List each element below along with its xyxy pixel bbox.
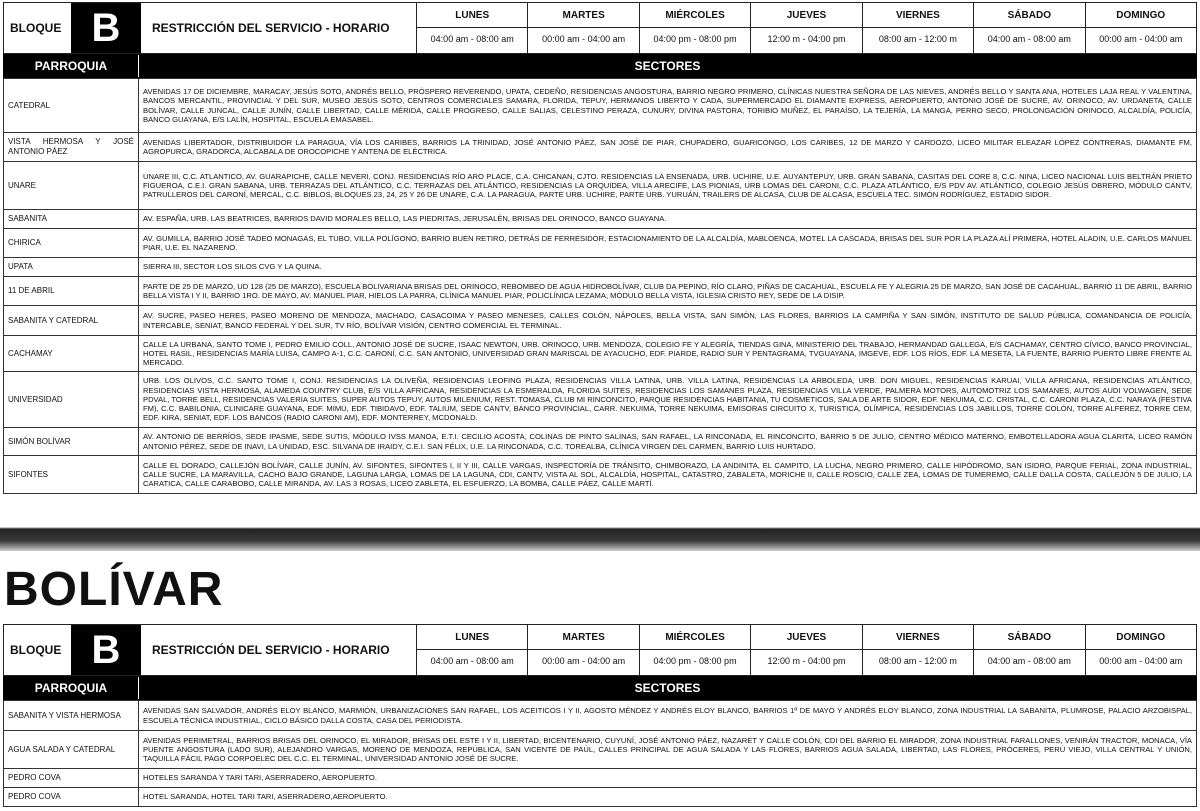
schedule-header xyxy=(3,2,1197,54)
day-column xyxy=(750,625,861,675)
table-row xyxy=(4,229,1197,258)
day-name: LUNES xyxy=(455,632,490,643)
page-separator xyxy=(0,521,1200,551)
day-time: 08:00 am - 12:00 m xyxy=(878,34,957,44)
sectores-cell: HOTEL SARANDA, HOTEL TARI TARI, ASERRADERO,AEROPUERTO. xyxy=(139,788,1197,807)
day-column xyxy=(750,3,861,53)
parroquia-cell: CHIRICA xyxy=(4,229,139,258)
bloque-label: BLOQUE xyxy=(10,21,62,35)
parroquia-cell: SABANITA Y CATEDRAL xyxy=(4,306,139,336)
table-row xyxy=(4,372,1197,428)
days-grid xyxy=(416,625,1196,675)
table-row xyxy=(4,336,1197,372)
parroquia-column-header: PARROQUIA xyxy=(34,59,108,73)
table-row xyxy=(4,277,1197,306)
schedule-block-2 xyxy=(3,624,1197,807)
day-name: SÁBADO xyxy=(1007,632,1051,643)
sectores-cell: AV. ESPAÑA, URB. LAS BEATRICES, BARRIOS DAVID MORALES BELLO, LAS PIEDRITAS, JERUSALÉN, BRISAS DEL ORINOCO, BANCO GUAYANA. xyxy=(139,210,1197,229)
sectores-cell: CALLE EL DORADO, CALLEJÓN BOLÍVAR, CALLE JUNÍN, AV. SIFONTES, SIFONTES I, II Y III, CALLE VARGAS, INSPECTORÍA DE TRÁNSITO, CHIMBORAZO, LA ANDINITA, EL CAMPITO, LA LUCHA, NEGRO PRIMERO, CALLE HIPÓDROMO, SAN ISIDRO, PARQUE FERIAL, ZONA INDUSTRIAL, CALLE SUCRE, LA MARAVILLA, CACHO BAJO GRANDE, LAGUNA LARGA, LOMAS DE LA LAGUNA, CDI, CANTV, VISTA AL SOL, ALCALDÍA, HOSPITAL, CATASTRO, ZABALETA, MORICHE II, CALLE ROSCIO, CALLE ZEA, LOMAS DE TUMEREMO, CALLE DALLA COSTA, CALLEJÓN 5 DE JULIO, LA CARATICA, CALLE CARABOBO, CALLE MIRANDA, AV. LAS 3 ROSAS, LICEO ZABLETA, EL ESFUERZO, LA BOMBA, CALLE PÁEZ, CALLE MARTÍ. xyxy=(139,456,1197,494)
day-time: 04:00 am - 08:00 am xyxy=(987,34,1071,44)
sectors-table xyxy=(3,700,1197,807)
sectores-cell: URB. LOS OLIVOS, C.C. SANTO TOME I, CONJ. RESIDENCIAS LA OLIVEÑA, RESIDENCIAS LEOFING PLAZA, RESIDENCIAS VILLA LATINA, URB. VILLA LATINA, RESIDENCIAS LA ARBOLEDA, URB. DON MIGUEL, RESIDENCIAS KARUAI, VILLA AFRICANA, RESIDENCIAS ATLÁNTICO, RESIDENCIAS VISTA HERMOSA, ALAMEDA COUNTRY CLUB, E/S VILLA AFRICANA, RESIDENCIAS LA ESMERALDA, FLORIDA SUITES, RESIDENCIAS LOS SAMANES PLAZA, RESIDENCIAS VILLA VERDE, PALMERA MOTORS, AUTOMOTRIZ LOS SAMANES, AUTOS AUDI VOLWAGEN, SEDE PDVAL, TORRE BELL, RESIDENCIAS VALERIA SUITES, SUPER AUTOS TEPUY, AUTOS MILENIUM, REST. TOMASA, CLUB MI RINCONCITO, PARQUE RESIDENCIAS HABITANIA, TU COSMETICOS, SALA DE ARTE SIDOR, EDF. NEKUIMA, C.C. CRISTAL, C.C. CARONI PLAZA, C.C. NARAYA (FESTIVA FM), C.C. BABILONIA, CLINICARE GUAYANA, EDF. MIMU, EDF. TIBIDAVO, EDF. TALIUM, SEDE CANTV, BANCO PROVINCIAL, CARR. NEKUIMA, TORRE NEKUIMA, EMISORAS CIRCUITO X, TURISTICA, OLÍMPICA, RESIDENCIAS LOS JABILLOS, TORRE COLÓN, TORRE ALFEREZ, TORRE CEM, EDF. KIRA, SENIAT, EDF. LOS BANCOS (RADIO CARONI AM), EDF. MONTERREY, MCDONALD. xyxy=(139,372,1197,428)
day-column xyxy=(973,625,1084,675)
day-name: DOMINGO xyxy=(1116,10,1166,21)
sectores-column-header: SECTORES xyxy=(138,55,1196,77)
day-name: MIÉRCOLES xyxy=(665,10,725,21)
table-row xyxy=(4,731,1197,769)
column-titles xyxy=(3,54,1197,78)
parroquia-cell: CATEDRAL xyxy=(4,79,139,133)
sectores-cell: AVENIDAS 17 DE DICIEMBRE, MARACAY, JESÚS SOTO, ANDRÉS BELLO, PRÓSPERO REVERENDO, UPATA, CEDEÑO, RESIDENCIAS ANGOSTURA, BARRIO NEGRO PRIMERO, CLÍNICAS NUESTRA SEÑORA DE LAS NIEVES, ANDRÉS BELLO Y SANTA ANA, HOTELES LAJA REAL Y VALENTINA, BANCOS MERCANTIL, PROVINCIAL Y DEL SUR, MUSEO JESÚS SOTO, CENTROS COMERCIALES SAMARA, FLORIDA, TEPUY, HERMANOS LIBERTO Y CADA, SUPERMERCADO EL DIAMANTE EXPRESS, AEROPUERTO, ANTONIO JOSÉ DE SUCRE, AV. ORINOCO, AV. URDANETA, CALLE BOLÍVAR, CALLE JUNCAL, CALLE JUNÍN, CALLE LIBERTAD, CALLE MÉRIDA, CALLE PROGRESO, CALLE SALIAS, CELESTINO PERAZA, CUNURY, DIVINA PASTORA, TORIBIO MUÑEZ, EL PARAÍSO, LA TEJERÍA, LA MANGA, PERRO SECO, PROLONGACIÓN ORINOCO, ALCALDÍA, POLICÍA, BANCO GUAYANA, E/S LALÍN, HOSPITAL, ESCUELA EMASABEL. xyxy=(139,79,1197,133)
parroquia-cell: PEDRO COVA xyxy=(4,788,139,807)
sectores-cell: AVENIDAS PERIMETRAL, BARRIOS BRISAS DEL ORINOCO, EL MIRADOR, BRISAS DEL ESTE I Y II, LIBERTAD, BICENTENARIO, CUYUNÍ, JOSÉ ANTONIO PÁEZ, NAZARET Y CALLE COLÓN, CDI DEL BARRIO EL MIRADOR, ZONA INDUSTRIAL FARALLONES, VENIRÁN TRACTOR, MONACA, VÍA PUENTE ANGOSTURA (LADO SUR), ALEJANDRO VARGAS, MORENO DE MENDOZA, REPÚBLICA, SAN VICENTE DE PAÚL, CALLES PRINCIPAL DE AGUA SALADA Y LAS FLORES, BARRIOS AGUA SALADA, LIBERTAD, LAS FLORES, PRÓCERES, PERÚ VIEJO, VILLA CENTRAL Y UNIÓN, TAQUILLA FÁCIL PAGO CORPOELEC DEL C.C. EL TERMINAL, UNIVERSIDAD ANTONIO JOSÉ DE SUCRE. xyxy=(139,731,1197,769)
day-column xyxy=(527,625,638,675)
parroquia-column-header: PARROQUIA xyxy=(34,681,108,695)
parroquia-cell: SABANITA Y VISTA HERMOSA xyxy=(4,701,139,731)
table-row xyxy=(4,306,1197,336)
bloque-letter-badge: B xyxy=(71,625,141,675)
parroquia-cell: UNARE xyxy=(4,162,139,210)
sectores-cell: CALLE LA URBANA, SANTO TOME I, PEDRO EMILIO COLL, ANTONIO JOSÉ DE SUCRE, ISAAC NEWTON, URB. ORINOCO, URB. MENDOZA, COLEGIO FE Y ALEGRÍA, TIENDAS GINA, MINISTERIO DEL TRABAJO, HERMANDAD GALLEGA, E/S CACHAMAY, CENTRO CÍVICO, BANCO PROVINCIAL, HOTEL RASIL, RESIDENCIAS MARÍA LUISA, CAMPO A-1, C.C. CARONÍ, C.C. SAN ANTONIO, UNIVERSIDAD GRAN MARISCAL DE AYACUCHO, EDF. PIARDE, RADIO SUR Y PENTAGRAMA, TVGUAYANA, IMGEVE, EDF. LOS RÍOS, EDF. LA MESETA, LA FUENTE, BARRIO PUERTO LIBRE FRENTE AL MERCADO. xyxy=(139,336,1197,372)
table-row xyxy=(4,701,1197,731)
parroquia-cell: AGUA SALADA Y CATEDRAL xyxy=(4,731,139,769)
day-time: 00:00 am - 04:00 am xyxy=(1099,656,1183,666)
table-row xyxy=(4,769,1197,788)
day-column xyxy=(416,625,527,675)
parroquia-cell: 11 DE ABRIL xyxy=(4,277,139,306)
day-name: SÁBADO xyxy=(1007,10,1051,21)
table-row xyxy=(4,456,1197,494)
sectores-cell: AVENIDAS LIBERTADOR, DISTRIBUIDOR LA PARAGUA, VÍA LOS CARIBES, BARRIOS LA TRINIDAD, JOSÉ ANTONIO PÁEZ, SAN JOSÉ DE PIAR, CHUPADERO, GUARICONGO, LOS CARIBES, 12 DE MARZO Y CARDOZO, LICEO MILITAR ELEAZAR LÓPEZ CONTRERAS, DIAMANTE FM, AGROPURCA, GRADORCA, ALCABALA DE OROCOPICHE Y ANTENA DE ELÉCTRICA. xyxy=(139,133,1197,162)
parroquia-cell: CACHAMAY xyxy=(4,336,139,372)
day-column xyxy=(639,625,750,675)
day-time: 04:00 am - 08:00 am xyxy=(430,34,514,44)
sectores-cell: PARTE DE 25 DE MARZO, UD 128 (25 DE MARZO), ESCUELA BOLIVARIANA BRISAS DEL ORINOCO, REBOMBEO DE AGUA HIDROBOLÍVAR, CLUB DA PEPINO, RÍO CLARO, PIÑAS DE CACAHUAL, ESCUELA FE Y ALEGRIA 25 DE MARZO, SAN JOSÉ DE CACAHUAL, BARRIO 11 DE ABRIL, BARRIO BELLA VISTA I Y II, BARRIO 1RO. DE MAYO, AV. MANUEL PIAR, HIELOS LA PARRA, CLÍNICA MANUEL PIAR, POLICLÍNICA LEZAMA, MÓDULO BELLA VISTA, IGLESIA CRISTO REY, SEDE DE LA DISIP. xyxy=(139,277,1197,306)
day-time: 00:00 am - 04:00 am xyxy=(542,34,626,44)
day-name: LUNES xyxy=(455,10,490,21)
table-row xyxy=(4,428,1197,456)
day-column xyxy=(1085,625,1196,675)
table-row xyxy=(4,162,1197,210)
bloque-label: BLOQUE xyxy=(10,643,62,657)
column-titles xyxy=(3,676,1197,700)
day-column xyxy=(1085,3,1196,53)
day-column xyxy=(862,3,973,53)
day-name: VIERNES xyxy=(895,632,940,643)
schedule-header xyxy=(3,624,1197,676)
day-time: 04:00 am - 08:00 am xyxy=(430,656,514,666)
state-title: BOLÍVAR xyxy=(4,563,224,616)
bloque-letter-badge: B xyxy=(71,3,141,53)
day-name: JUEVES xyxy=(786,632,827,643)
days-grid xyxy=(416,3,1196,53)
day-time: 00:00 am - 04:00 am xyxy=(542,656,626,666)
sectores-cell: AV. SUCRE, PASEO HERES, PASEO MORENO DE MENDOZA, MACHADO, CASACOIMA Y PASEO MENESES, CALLES COLÓN, NÁPOLES, BELLA VISTA, SAN SIMÓN, LAS FLORES, BARRIOS LA CAMPIÑA Y SAN SIMÓN, INSTITUTO DE SALUD PÚBLICA, COMANDANCIA DE POLICÍA, INTERCABLE, SENIAT, BANCO FEDERAL Y DEL SUR, TV RÍO, BOLÍVAR VISIÓN, CENTRO COMERCIAL EL TERMINAL. xyxy=(139,306,1197,336)
day-column xyxy=(862,625,973,675)
parroquia-cell: VISTA HERMOSA Y JOSÉ ANTONIO PÁEZ xyxy=(4,133,139,162)
day-time: 08:00 am - 12:00 m xyxy=(878,656,957,666)
day-name: MIÉRCOLES xyxy=(665,632,725,643)
day-name: MARTES xyxy=(562,10,605,21)
day-name: DOMINGO xyxy=(1116,632,1166,643)
day-column xyxy=(973,3,1084,53)
sectores-cell: UNARE III, C.C. ATLANTICO, AV. GUARAPICHE, CALLE NEVERI, CONJ. RESIDENCIAS RÍO ARO PLACE, C.A. CHICANAN, CJTO. RESIDENCIAS LA ENSENADA, URB. UCHIRE, U.E. AUYANTEPUY, URB. GRAN SABANA, CASITAS DEL CORE 8, C.C. NINA, LICEO NACIONAL LUIS BELTRÁN PRIETO FIGUEROA, C.E.I. GRAN SABANA, URB. TERRAZAS DEL ATLÁNTICO, C.C. TERRAZAS DEL ATLÁNTICO, RESIDENCIAS LA ORQUIDEA, VILLA ARECIFE, LAS PIONIAS, URB LOMAS DEL CARONI, C.C. PLAZA ATLÁNTICO, E/S PDV AV. ATLÁNTICO, COLEGIO JESÚS OBRERO, MÓDULO CANTV, PATRULLEROS DEL CARONÍ, MERCAL, C.C. BIBLOS, BLOQUES 23, 24, 25 Y 26 DE UNARE, C.A. LA PARAGUA, PARTE URB. UCHIRE, PARTE URB. YURUÁN, TRAILERS DE ALCASA, CLUB DE ALCASA, ESCUELA TEC. SIMÓN RODRÍGUEZ, ESTADIO SIDOR. xyxy=(139,162,1197,210)
parroquia-cell: UPATA xyxy=(4,258,139,277)
schedule-block-1 xyxy=(3,2,1197,494)
table-row xyxy=(4,79,1197,133)
parroquia-cell: PEDRO COVA xyxy=(4,769,139,788)
day-time: 04:00 pm - 08:00 pm xyxy=(653,656,737,666)
parroquia-cell: UNIVERSIDAD xyxy=(4,372,139,428)
sectores-cell: AV. GUMILLA, BARRIO JOSÉ TADEO MONAGAS, EL TUBO, VILLA POLÍGONO, BARRIO BUEN RETIRO, DETRÁS DE FERRESIDOR, ESTACIONAMIENTO DE LA ALCALDÍA, MABLOENCA, MOTEL LA CASCADA, BRISAS DEL SUR POR LA PLAZA ALÍ PRIMERA, HOTEL ALADIN, U.E. CARLOS MANUEL PIAR, U.E. EL NAZARENO. xyxy=(139,229,1197,258)
sectores-cell: SIERRA III, SECTOR LOS SILOS CVG Y LA QUINA. xyxy=(139,258,1197,277)
restriction-label: RESTRICCIÓN DEL SERVICIO - HORARIO xyxy=(152,643,390,657)
sectors-table xyxy=(3,78,1197,494)
day-name: MARTES xyxy=(562,632,605,643)
sectores-column-header: SECTORES xyxy=(138,677,1196,699)
parroquia-cell: SIFONTES xyxy=(4,456,139,494)
parroquia-cell: SIMÓN BOLÍVAR xyxy=(4,428,139,456)
day-name: JUEVES xyxy=(786,10,827,21)
day-column xyxy=(527,3,638,53)
day-time: 12:00 m - 04:00 pm xyxy=(767,656,846,666)
day-time: 12:00 m - 04:00 pm xyxy=(767,34,846,44)
day-name: VIERNES xyxy=(895,10,940,21)
parroquia-cell: SABANITA xyxy=(4,210,139,229)
sectores-cell: HOTELES SARANDA Y TARI TARI, ASERRADERO, AEROPUERTO. xyxy=(139,769,1197,788)
table-row xyxy=(4,258,1197,277)
table-row xyxy=(4,210,1197,229)
day-time: 04:00 pm - 08:00 pm xyxy=(653,34,737,44)
day-time: 00:00 am - 04:00 am xyxy=(1099,34,1183,44)
table-row xyxy=(4,133,1197,162)
table-row xyxy=(4,788,1197,807)
sectores-cell: AV. ANTONIO DE BERRÍOS, SEDE IPASME, SEDE SUTIS, MÓDULO IVSS MANOA, E.T.I. CECILIO ACOSTA, COLINAS DE PINTO SALINAS, SAN RAFAEL, LA RINCONADA, EL RINCONCITO, BARRIO 5 DE JULIO, CENTRO MÉDICO MATERNO, EMBOTELLADORA AGUA CLARITA, LICEO RAMÓN ANTONIO PÉREZ, SEDE DE INAVI, LA UNIDAD, ESC. SILVANA DE IRAIDY, C.E.I. SAN FÉLIX, U.E. LA RINCONADA, C.C. TOREALBA, CLÍNICA VIRGEN DEL CARMEN, BARRIO LUIS HURTADO. xyxy=(139,428,1197,456)
day-column xyxy=(639,3,750,53)
sectores-cell: AVENIDAS SAN SALVADOR, ANDRÉS ELOY BLANCO, MARMIÓN, URBANIZACIONES SAN RAFAEL, LOS ACEITICOS I Y II, AGOSTO MÉNDEZ Y ANDRÉS ELOY BLANCO, BARRIOS 1º DE MAYO Y ANDRÉS ELOY BLANCO, ZONA INDUSTRIAL LA SABANITA, PLUMROSE, PALACIO ARZOBISPAL, ESCUELA TÉCNICA INDUSTRIAL, CICLO BÁSICO DALLA COSTA, CASA DEL PERIODISTA. xyxy=(139,701,1197,731)
day-time: 04:00 am - 08:00 am xyxy=(987,656,1071,666)
day-column xyxy=(416,3,527,53)
restriction-label: RESTRICCIÓN DEL SERVICIO - HORARIO xyxy=(152,21,390,35)
